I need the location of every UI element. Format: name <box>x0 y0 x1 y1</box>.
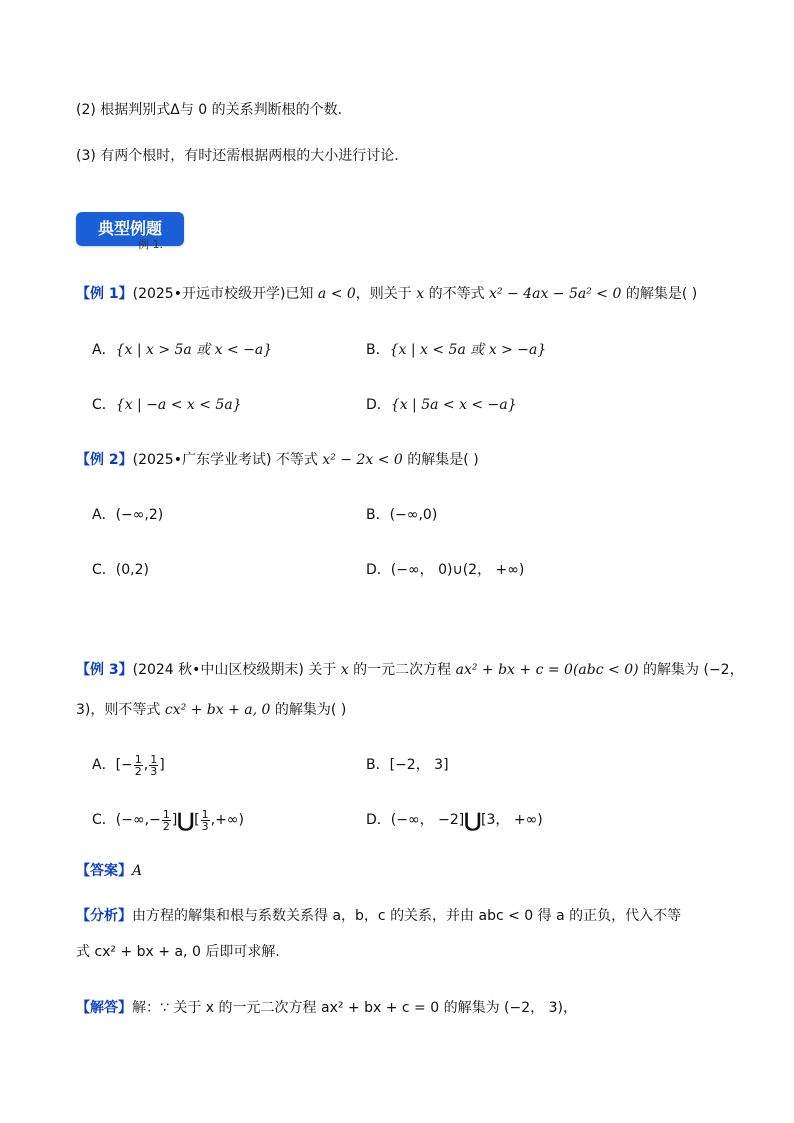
option-text: [− <box>115 757 133 773</box>
example-2-tail: 的解集是( ) <box>407 452 479 468</box>
option-key: A． <box>92 757 116 773</box>
option-text: [ <box>194 812 200 828</box>
union-symbol: ⋃ <box>177 808 195 832</box>
numerator: 1 <box>162 807 170 821</box>
example-3-equation: ax² + bx + c = 0(abc < 0) <box>455 662 639 678</box>
analysis-line-2: 式 cx² + bx + a, 0 后即可求解. <box>76 944 280 960</box>
option-key: B． <box>366 507 390 523</box>
option-text: {x | 5a < x < −a} <box>390 397 517 413</box>
example-3-text: 的一元二次方程 <box>353 662 452 678</box>
example-3-variable: x <box>340 662 349 678</box>
solution-line <box>76 998 577 1018</box>
denominator: 3 <box>150 764 158 778</box>
fraction <box>201 809 210 832</box>
example-1-option-a[interactable] <box>92 340 272 360</box>
example-3-line2-text: 3)，则不等式 <box>76 702 161 718</box>
intro-line-3: (3) 有两个根时，有时还需根据两根的大小进行讨论. <box>76 148 399 164</box>
option-text: [3， +∞) <box>481 812 543 828</box>
option-key: D． <box>366 562 391 578</box>
example-1-tag: 【例 1】 <box>76 286 133 302</box>
example-1-text-2: 的不等式 <box>428 286 485 302</box>
option-text: ] <box>171 812 178 828</box>
example-3-stem <box>76 660 744 680</box>
example-1-source: (2025•开远市校级开学)已知 <box>132 286 314 302</box>
example-1-text: ，则关于 <box>355 286 412 302</box>
example-3-source: (2024 秋•中山区校级期末) 关于 <box>132 662 337 678</box>
example-3-tail: 的解集为 (−2， <box>643 662 744 678</box>
denominator: 3 <box>201 819 209 833</box>
example-1-tail: 的解集是( ) <box>625 286 698 302</box>
option-text: (−∞,− <box>115 812 161 828</box>
example-2-tag: 【例 2】 <box>76 452 133 468</box>
intro-line-2: (2) 根据判别式Δ与 0 的关系判断根的个数. <box>76 102 343 118</box>
option-text: (−∞， −2] <box>390 812 465 828</box>
example-1-stem <box>76 284 697 304</box>
union-symbol: ⋃ <box>464 808 482 832</box>
example-3-option-a[interactable] <box>92 752 165 778</box>
analysis-tag: 【分析】 <box>76 908 132 924</box>
denominator: 2 <box>134 764 142 778</box>
example-1-condition: a < 0 <box>317 286 356 302</box>
answer-line <box>76 861 142 881</box>
numerator: 1 <box>150 752 158 766</box>
analysis-text: 由方程的解集和根与系数关系得 a，b，c 的关系，并由 abc < 0 得 a 的正负，代入不等 <box>132 908 682 924</box>
option-key: C． <box>92 562 116 578</box>
option-text: ] <box>159 757 165 773</box>
example-1-variable: x <box>416 286 425 302</box>
example-2-source: (2025•广东学业考试) 不等式 <box>132 452 318 468</box>
option-key: A． <box>92 507 116 523</box>
example-3-line2-tail: 的解集为( ) <box>274 702 347 718</box>
example-3-inequality: cx² + bx + a, 0 <box>164 702 271 718</box>
example-1-option-d[interactable] <box>366 395 517 415</box>
numerator: 1 <box>134 752 142 766</box>
option-text: (−∞， 0)∪(2， +∞) <box>390 562 525 578</box>
option-key: B． <box>366 342 390 358</box>
option-text: (0,2) <box>115 562 149 578</box>
example-3-option-c[interactable] <box>92 807 244 833</box>
fraction <box>162 809 171 832</box>
option-text: (−∞,2) <box>115 507 164 523</box>
solution-text: 解：∵ 关于 x 的一元二次方程 ax² + bx + c = 0 的解集为 (−2， 3)， <box>132 1000 577 1016</box>
denominator: 2 <box>162 819 170 833</box>
fraction <box>149 754 158 777</box>
example-3-tag: 【例 3】 <box>76 662 133 678</box>
option-text: ,+∞) <box>210 812 244 828</box>
example-1-option-b[interactable] <box>366 340 546 360</box>
option-text: (−∞,0) <box>389 507 438 523</box>
ghost-label: 例 1. <box>138 238 163 251</box>
example-2-stem <box>76 450 479 470</box>
option-text: , <box>143 757 149 773</box>
fraction <box>134 754 143 777</box>
example-2-option-c[interactable] <box>92 560 149 580</box>
section-banner: 典型例题 <box>76 212 184 246</box>
option-text: [−2， 3] <box>389 757 449 773</box>
answer-tag: 【答案】 <box>76 863 132 879</box>
option-key: C． <box>92 812 116 828</box>
example-1-option-c[interactable] <box>92 395 242 415</box>
example-2-option-d[interactable] <box>366 560 524 580</box>
option-text: {x | −a < x < 5a} <box>115 397 242 413</box>
numerator: 1 <box>201 807 209 821</box>
option-key: D． <box>366 812 391 828</box>
example-3-option-d[interactable] <box>366 810 543 830</box>
solution-tag: 【解答】 <box>76 1000 132 1016</box>
option-text: {x | x < 5a 或 x > −a} <box>389 342 547 358</box>
option-text: {x | x > 5a 或 x < −a} <box>115 342 273 358</box>
example-3-option-b[interactable] <box>366 755 449 775</box>
example-1-inequality: x² − 4ax − 5a² < 0 <box>489 286 622 302</box>
example-3-stem-line-2 <box>76 700 346 720</box>
option-key: A． <box>92 342 116 358</box>
answer-value: A <box>132 863 143 879</box>
option-key: C． <box>92 397 116 413</box>
option-key: B． <box>366 757 390 773</box>
example-2-option-b[interactable] <box>366 505 437 525</box>
example-2-inequality: x² − 2x < 0 <box>322 452 403 468</box>
analysis-line-1 <box>76 906 681 926</box>
example-2-option-a[interactable] <box>92 505 163 525</box>
option-key: D． <box>366 397 391 413</box>
